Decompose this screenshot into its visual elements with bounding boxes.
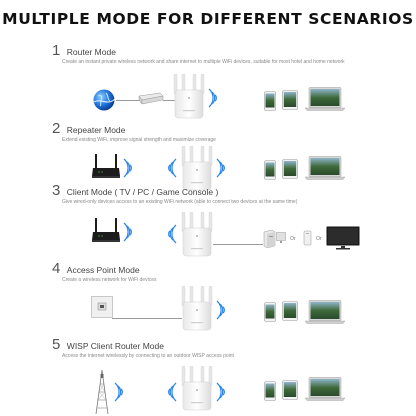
- wifi-signal-icon: [215, 156, 227, 180]
- ethernet-cable: [112, 318, 182, 319]
- section-number: 5: [52, 336, 61, 353]
- section-repeater-mode: [0, 120, 416, 182]
- or-label: Or: [290, 236, 296, 242]
- tablet-icon: [282, 159, 298, 179]
- pc-tower-icon: [262, 230, 276, 248]
- repeater-icon: [180, 366, 214, 412]
- wifi-signal-icon: [166, 222, 178, 246]
- section-wisp-client-router-mode: [0, 336, 416, 416]
- wifi-signal-icon: [113, 380, 125, 404]
- game-console-icon: [303, 230, 313, 246]
- phone-icon: [264, 302, 276, 322]
- section-description: Give wired-only devices access to an existing WiFi network (able to connect two devices at the same time): [62, 199, 298, 205]
- ethernet-wall-plate-icon: [91, 296, 113, 318]
- ethernet-cable: [213, 244, 263, 245]
- section-description: Create a wireless network for WiFi devices: [62, 277, 157, 283]
- phone-icon: [264, 381, 276, 401]
- section-mode-title: WISP Client Router Mode: [66, 341, 164, 351]
- wifi-signal-icon: [215, 380, 227, 404]
- wifi-signal-icon: [166, 380, 178, 404]
- section-description: Extend existing WiFi, improve signal strength and maximize coverage: [62, 137, 216, 143]
- repeater-icon: [180, 286, 214, 332]
- section-router-mode: [0, 42, 416, 120]
- section-number: 1: [52, 42, 61, 59]
- wifi-signal-icon: [122, 220, 134, 244]
- section-number: 3: [52, 182, 61, 199]
- phone-icon: [264, 160, 276, 180]
- globe-icon: [92, 88, 116, 112]
- tv-icon: [326, 226, 360, 250]
- section-description: Create an instant private wireless network and share internet to multiple WiFi devices, suitable for most hotel and home network: [62, 59, 345, 65]
- wifi-signal-icon: [122, 156, 134, 180]
- router-icon: [92, 154, 120, 180]
- or-label: Or: [316, 236, 322, 242]
- section-description: Access the internet wirelessly by connecting to an outdoor WISP access point: [62, 353, 234, 359]
- phone-icon: [264, 91, 276, 111]
- section-mode-title: Access Point Mode: [66, 265, 140, 275]
- connection-line: [116, 100, 140, 101]
- laptop-icon: [305, 300, 345, 324]
- router-icon: [92, 218, 120, 244]
- section-number: 2: [52, 120, 61, 137]
- laptop-icon: [305, 377, 345, 401]
- laptop-icon: [305, 87, 345, 111]
- section-access-point-mode: [0, 260, 416, 336]
- wifi-signal-icon: [166, 156, 178, 180]
- tablet-icon: [282, 90, 298, 110]
- section-mode-title: Repeater Mode: [66, 125, 126, 135]
- wifi-signal-icon: [215, 298, 227, 322]
- tablet-icon: [282, 301, 298, 321]
- page-title: MULTIPLE MODE FOR DIFFERENT SCENARIOS: [2, 10, 414, 28]
- repeater-icon: [172, 74, 206, 120]
- laptop-icon: [305, 156, 345, 180]
- tablet-icon: [282, 380, 298, 400]
- modem-icon: [138, 92, 164, 106]
- wisp-tower-icon: [92, 368, 112, 414]
- wifi-signal-icon: [207, 86, 219, 110]
- monitor-icon: [276, 232, 286, 244]
- section-client-mode: [0, 182, 416, 260]
- section-mode-title: Router Mode: [66, 47, 116, 57]
- section-number: 4: [52, 260, 61, 277]
- repeater-icon: [180, 212, 214, 258]
- section-mode-title: Client Mode ( TV / PC / Game Console ): [66, 187, 219, 197]
